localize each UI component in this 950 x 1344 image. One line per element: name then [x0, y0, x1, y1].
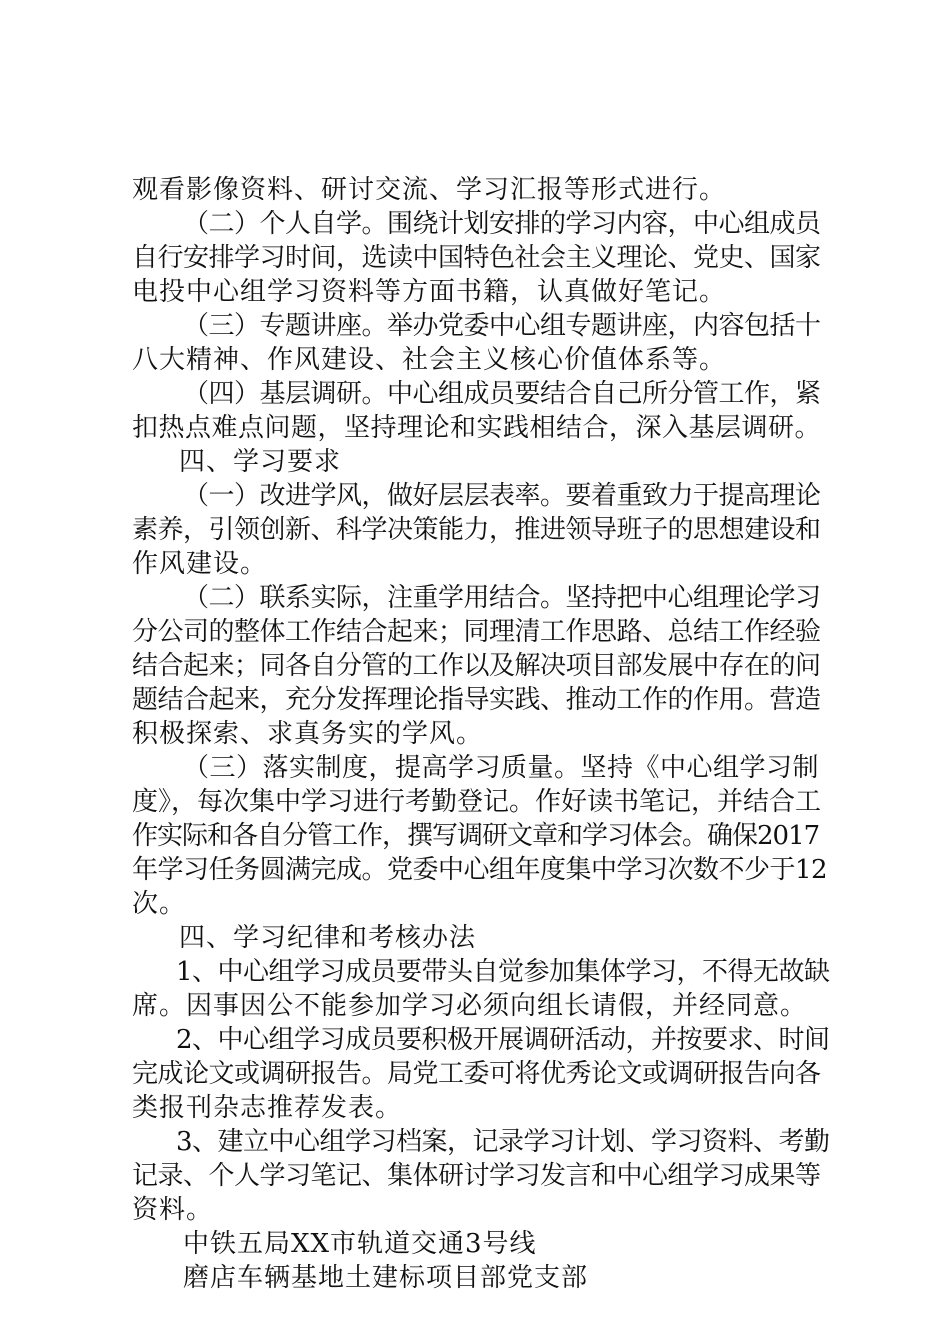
text-line: 扣热点难点问题，坚持理论和实践相结合，深入基层调研。 — [132, 413, 822, 443]
section-heading: 四、学习要求 — [179, 447, 342, 477]
text-line: 作实际和各自分管工作，撰写调研文章和学习体会。确保2017 — [132, 821, 820, 851]
text-line: 积极探索、求真务实的学风。 — [132, 719, 484, 749]
text-line: （一）改进学风，做好层层表率。要着重致力于提高理论 — [183, 481, 821, 511]
text-line: 1、中心组学习成员要带头自觉参加集体学习，不得无故缺 — [176, 957, 830, 987]
text-line: 3、建立中心组学习档案，记录学习计划、学习资料、考勤 — [176, 1127, 830, 1157]
text-line: 八大精神、作风建设、社会主义核心价值体系等。 — [132, 345, 727, 375]
text-line: 记录、个人学习笔记、集体研讨学习发言和中心组学习成果等 — [132, 1161, 821, 1191]
text-line: 分公司的整体工作结合起来；同理清工作思路、总结工作经验 — [132, 617, 821, 647]
signature-line: 磨店车辆基地土建标项目部党支部 — [183, 1263, 589, 1293]
text-line: （四）基层调研。中心组成员要结合自己所分管工作，紧 — [183, 379, 821, 409]
text-line: （三）落实制度，提高学习质量。坚持《中心组学习制 — [183, 753, 820, 783]
text-line: 题结合起来，充分发挥理论指导实践、推动工作的作用。营造 — [132, 685, 821, 715]
section-heading: 四、学习纪律和考核办法 — [179, 923, 477, 953]
text-line: 年学习任务圆满完成。党委中心组年度集中学习次数不少于12 — [132, 855, 828, 885]
text-line: 自行安排学习时间，选读中国特色社会主义理论、党史、国家 — [132, 243, 821, 273]
text-line: 完成论文或调研报告。局党工委可将优秀论文或调研报告向各 — [132, 1059, 821, 1089]
text-line: 电投中心组学习资料等方面书籍，认真做好笔记。 — [132, 277, 727, 307]
text-line: （二）个人自学。围绕计划安排的学习内容，中心组成员 — [183, 209, 821, 239]
text-line: 观看影像资料、研讨交流、学习汇报等形式进行。 — [132, 175, 727, 205]
text-line: （三）专题讲座。举办党委中心组专题讲座，内容包括十 — [183, 311, 821, 341]
text-line: 作风建设。 — [132, 549, 268, 579]
text-line: 类报刊杂志推荐发表。 — [132, 1093, 403, 1123]
text-line: 资料。 — [132, 1195, 214, 1225]
text-line: （二）联系实际，注重学用结合。坚持把中心组理论学习 — [183, 583, 821, 613]
text-line: 2、中心组学习成员要积极开展调研活动，并按要求、时间 — [176, 1025, 830, 1055]
text-line: 席。因事因公不能参加学习必须向组长请假，并经同意。 — [132, 991, 808, 1021]
text-line: 度》，每次集中学习进行考勤登记。作好读书笔记，并结合工 — [132, 787, 822, 817]
text-line: 次。 — [132, 889, 187, 919]
signature-line: 中铁五局XX市轨道交通3号线 — [183, 1229, 537, 1259]
text-line: 结合起来；同各自分管的工作以及解决项目部发展中存在的问 — [132, 651, 821, 681]
text-line: 素养，引领创新、科学决策能力，推进领导班子的思想建设和 — [132, 515, 821, 545]
